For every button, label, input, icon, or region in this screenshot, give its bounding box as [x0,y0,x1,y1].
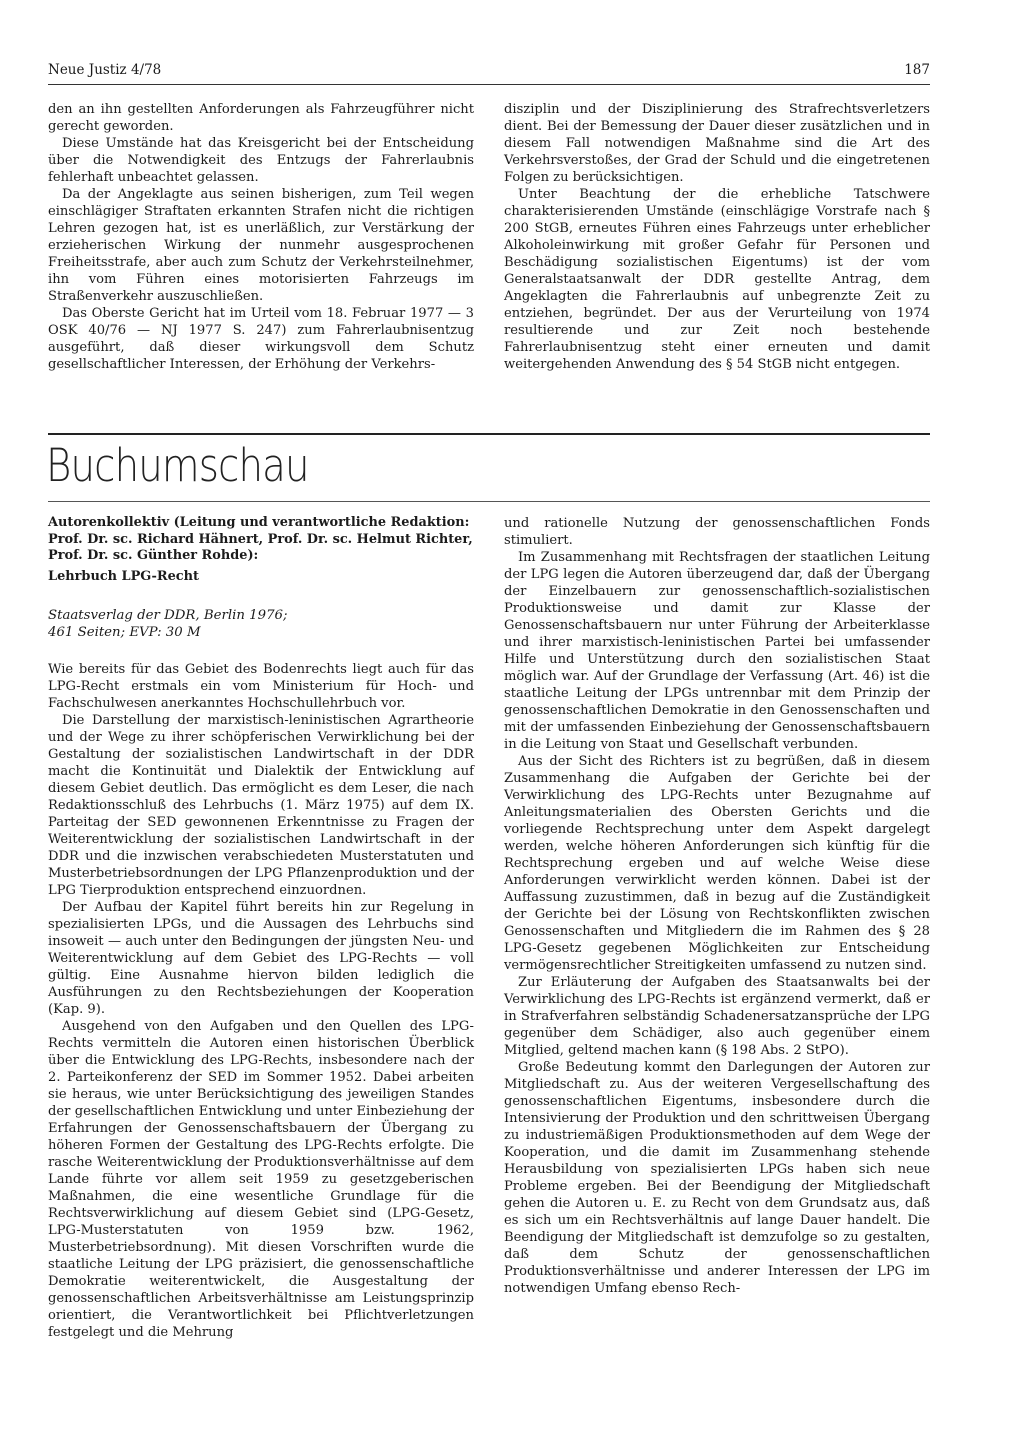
paragraph: Im Zusammenhang mit Rechtsfragen der staatlichen Leitung der LPG legen die Autoren überzeugend dar, daß der Übergang der Einzelbauern zur genossenschaftlich-sozialistischen Produktionsweise und damit zur Klasse der Genossenschaftsbauern nur unter Führung der Arbeiterklasse und ihrer marxistisch-leninistischen Partei bei umfassender Hilfe und Unterstützung durch den sozialistischen Staat möglich war. Auf der Grundlage der Verfassung (Art. 46) ist die staatliche Leitung der LPGs untrennbar mit dem Prinzip der genossenschaftlichen Demokratie in den Genossenschaften und mit der umfassenden Einbeziehung der Genossenschaftsbauern in die Leitung von Staat und Gesellschaft verbunden. [504,550,930,752]
paragraph: den an ihn gestellten Anforderungen als Fahrzeugführer nicht gerecht geworden. [48,102,474,134]
paragraph: Unter Beachtung der die erhebliche Tatschwere charakterisierenden Umstände (einschlägige Vorstrafe nach § 200 StGB, erneutes Führen eines Fahrzeugs unter erheblicher Alkoholeinwirkung mit großer Gefahr für Personen und Beschädigung sozialistischen Eigentums) ist der vom Generalstaatsanwalt der DDR gestellte Antrag, dem Angeklagten die Fahrerlaubnis auf unbegrenzte Zeit zu entziehen, begründet. Der aus der Verurteilung von 1974 resultierende und zur Zeit noch bestehende Fahrerlaubnisentzug steht einer erneuten und damit weitergehenden Anwendung des § 54 StGB nicht entgegen. [504,187,930,372]
section-title-rule [48,501,930,502]
journal-issue: Neue Justiz 4/78 [48,62,162,78]
paragraph: Aus der Sicht des Richters ist zu begrüßen, daß in diesem Zusammenhang die Aufgaben der Gerichte bei der Verwirklichung des LPG-Rechts unter Bezugnahme auf Anleitungsmaterialien des Obersten Gerichts und die vorliegende Rechtsprechung unter dem Aspekt dargelegt werden, welche höheren Anforderungen sich künftig für die Rechtsprechung ergeben und auf welche Weise diese Anforderungen verwirklicht werden können. Dabei ist der Auffassung zuzustimmen, daß in bezug auf die Zuständigkeit der Gerichte bei der Lösung von Rechtskonflikten zwischen Genossenschaften und Mitgliedern die im Rahmen des § 28 LPG-Gesetz gegebenen Möglichkeiten zur Entscheidung vermögensrechtlicher Streitigkeiten umfassend zu nutzen sind. [504,754,930,973]
review-book-title: Lehrbuch LPG-Recht [48,568,199,584]
pages-price: 461 Seiten; EVP: 30 M [48,624,201,640]
publication-info [48,607,474,641]
paragraph: Der Aufbau der Kapitel führt bereits hin zur Regelung in spezialisierten LPGs, und die Aussagen des Lehrbuchs sind insoweit — auch unter den Bedingungen der jüngsten Neu- und Weiterentwicklung auf dem Gebiet des LPG-Rechts — voll gültig. Eine Ausnahme hiervon bilden lediglich die Ausführungen zu den Rechtsbeziehungen der Kooperation (Kap. 9). [48,899,474,1017]
publisher: Staatsverlag der DDR, Berlin 1976; [48,607,288,623]
paragraph: Da der Angeklagte aus seinen bisherigen, zum Teil wegen einschlägiger Straftaten erkannten Strafen nicht die richtigen Lehren gezogen hat, ist es unerläßlich, zur Verstärkung der erzieherischen Wirkung der nunmehr ausgesprochenen Freiheitsstrafe, aber auch zum Schutz der Verkehrsteilnehmer, ihn vom Führen eines motorisierten Fahrzeugs im Straßenverkehr auszuschließen. [48,187,474,304]
review-authors: Autorenkollektiv (Leitung und verantwortliche Redaktion: Prof. Dr. sc. Richard Hähnert, Prof. Dr. sc. Helmut Richter, Prof. Dr. sc. Günther Rohde): [48,515,473,563]
review-right-column [504,515,930,1297]
paragraph: Ausgehend von den Aufgaben und den Quellen des LPG-Rechts vermitteln die Autoren einen historischen Überblick über die Entwicklung des LPG-Rechts, insbesondere nach der 2. Parteikonferenz der SED im Sommer 1952. Dabei arbeiten sie heraus, wie unter Berücksichtigung des jeweiligen Standes der gesellschaftlichen Entwicklung und unter Einbeziehung der Erfahrungen der Genossenschaftsbauern der Übergang zu höheren Formen der Gestaltung des LPG-Rechts erfolgte. Die rasche Weiterentwicklung der Produktionsverhältnisse auf dem Lande führte vor allem seit 1959 zu gesetzgeberischen Maßnahmen, die eine wesentliche Grundlage für die Rechtsverwirklichung auf diesem Gebiet sind (LPG-Gesetz, LPG-Musterstatuten von 1959 bzw. 1962, Musterbetriebsordnung). Mit diesen Vorschriften wurde die staatliche Leitung der LPG präzisiert, die genossenschaftliche Demokratie weiterentwickelt, die Ausgestaltung der genossenschaftlichen Arbeitsverhältnisse am Leistungsprinzip orientiert, die Verantwortlichkeit bei Pflichtverletzungen festgelegt und die Mehrung [48,1018,474,1340]
page-number: 187 [904,62,930,78]
paragraph: Die Darstellung der marxistisch-leninistischen Agrartheorie und der Wege zu ihrer schöpferischen Verwirklichung bei der Gestaltung der sozialistischen Landwirtschaft in der DDR macht die Kontinuität und Dialektik der Entwicklung auf diesem Gebiet deutlich. Das ermöglicht es dem Leser, die nach Redaktionsschluß des Lehrbuchs (1. März 1975) auf dem IX. Parteitag der SED gewonnenen Erkenntnisse zu Fragen der Weiterentwicklung der sozialistischen Landwirtschaft in der DDR und die inzwischen verabschiedeten Musterstatuten und Musterbetriebsordnungen der LPG Pflanzenproduktion und der LPG Tierproduktion entsprechend einzuordnen. [48,712,474,898]
top-left-column [48,101,474,373]
paragraph: Das Oberste Gericht hat im Urteil vom 18. Februar 1977 — 3 OSK 40/76 — NJ 1977 S. 247) zum Fahrerlaubnisentzug ausgeführt, daß dieser wirkungsvoll dem Schutz gesellschaftlicher Interessen, der Erhöhung der Verkehrs- [48,306,474,372]
page-header [48,62,930,82]
top-right-column [504,101,930,373]
review-left-column [48,515,474,1341]
paragraph: disziplin und der Disziplinierung des Strafrechtsverletzers dient. Bei der Bemessung der Dauer dieser zusätzlichen und in diesem Fall notwendigen Maßnahme sind die Art des Verkehrsverstoßes, der Grad der Schuld und die eingetretenen Folgen zu berücksichtigen. [504,102,930,185]
section-title: Buchumschau [46,439,309,492]
paragraph: Große Bedeutung kommt den Darlegungen der Autoren zur Mitgliedschaft zu. Aus der weiteren Vergesellschaftung des genossenschaftlichen Eigentums, insbesondere durch die Intensivierung der Produktion und den schrittweisen Übergang zu industriemäßigen Produktionsmethoden auf dem Wege der Kooperation, und die damit im Zusammenhang stehende Herausbildung von spezialisierten LPGs haben sich neue Probleme ergeben. Bei der Beendigung der Mitgliedschaft gehen die Autoren u. E. zu Recht von dem Grundsatz aus, daß es sich um ein Rechtsverhältnis auf lange Dauer handelt. Die Beendigung der Mitgliedschaft ist demzufolge so zu gestalten, daß dem Schutz der genossenschaftlichen Produktionsverhältnisse und anderer Interessen der LPG im notwendigen Umfang ebenso Rech- [504,1060,930,1296]
header-divider [48,84,930,85]
paragraph: Zur Erläuterung der Aufgaben des Staatsanwalts bei der Verwirklichung des LPG-Rechts ist ergänzend vermerkt, daß er in Strafverfahren selbständig Schadenersatzansprüche der LPG gegenüber dem Schädiger, also auch gegenüber einem Mitglied, geltend machen kann (§ 198 Abs. 2 StPO). [504,975,930,1058]
paragraph: Wie bereits für das Gebiet des Bodenrechts liegt auch für das LPG-Recht erstmals ein vom Ministerium für Hoch- und Fachschulwesen anerkanntes Hochschullehrbuch vor. [48,661,474,711]
paragraph: und rationelle Nutzung der genossenschaftlichen Fonds stimuliert. [504,516,930,548]
paragraph: Diese Umstände hat das Kreisgericht bei der Entscheidung über die Notwendigkeit des Entzugs der Fahrerlaubnis fehlerhaft unbeachtet gelassen. [48,136,474,185]
section-divider [48,433,930,435]
